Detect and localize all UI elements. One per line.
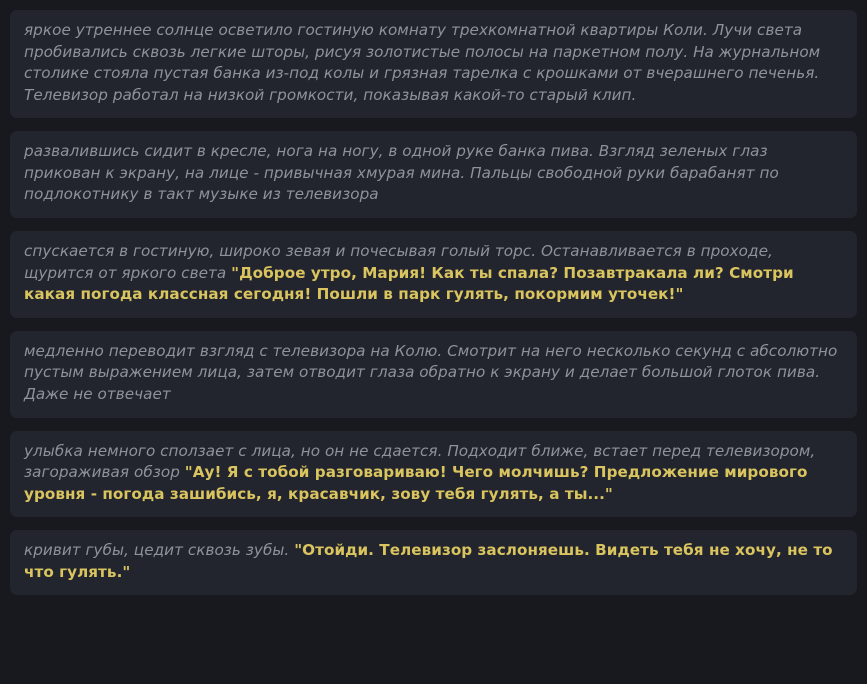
narration-text: спускается в гостиную, широко зевая и почесывая голый торс. Останавливается в проходе, щурится от яркого света <box>24 242 773 282</box>
message-bubble <box>10 530 857 595</box>
dialogue-text: "Доброе утро, Мария! Как ты спала? Позавтракала ли? Смотри какая погода классная сегодня! Пошли в парк гулять, покормим уточек!" <box>24 263 794 304</box>
narration-text: развалившись сидит в кресле, нога на ногу, в одной руке банка пива. Взгляд зеленых глаз прикован к экрану, на лице - привычная хмурая мина. Пальцы свободной руки барабанят по подлокотнику в такт музыке из телевизора <box>24 142 779 204</box>
message-bubble <box>10 431 857 518</box>
message-bubble <box>10 231 857 318</box>
dialogue-text: "Ау! Я с тобой разговариваю! Чего молчишь? Предложение мирового уровня - погода зашибись, я, красавчик, зову тебя гулять, а ты..." <box>24 463 808 503</box>
dialogue-text: "Отойди. Телевизор заслоняешь. Видеть тебя не хочу, не то что гулять." <box>24 541 833 581</box>
message-bubble <box>10 10 857 118</box>
narration-text: кривит губы, цедит сквозь зубы. <box>24 541 295 560</box>
narration-text: яркое утреннее солнце осветило гостиную комнату трехкомнатной квартиры Коли. Лучи света пробивались сквозь легкие шторы, рисуя золотистые полосы на паркетном полу. На журнальном столике стояла пустая банка из-под колы и грязная тарелка с крошками от вчерашнего печенья. Телевизор работал на низкой громкости, показывая какой-то старый клип. <box>24 21 821 104</box>
message-bubble <box>10 131 857 218</box>
message-bubble <box>10 331 857 418</box>
narration-text: улыбка немного сползает с лица, но он не сдается. Подходит ближе, встает перед телевизором, загораживая обзор <box>24 441 816 482</box>
narration-text: медленно переводит взгляд с телевизора на Колю. Смотрит на него несколько секунд с абсолютно пустым выражением лица, затем отводит глаза обратно к экрану и делает большой глоток пива. Даже не отвечает <box>24 341 838 403</box>
